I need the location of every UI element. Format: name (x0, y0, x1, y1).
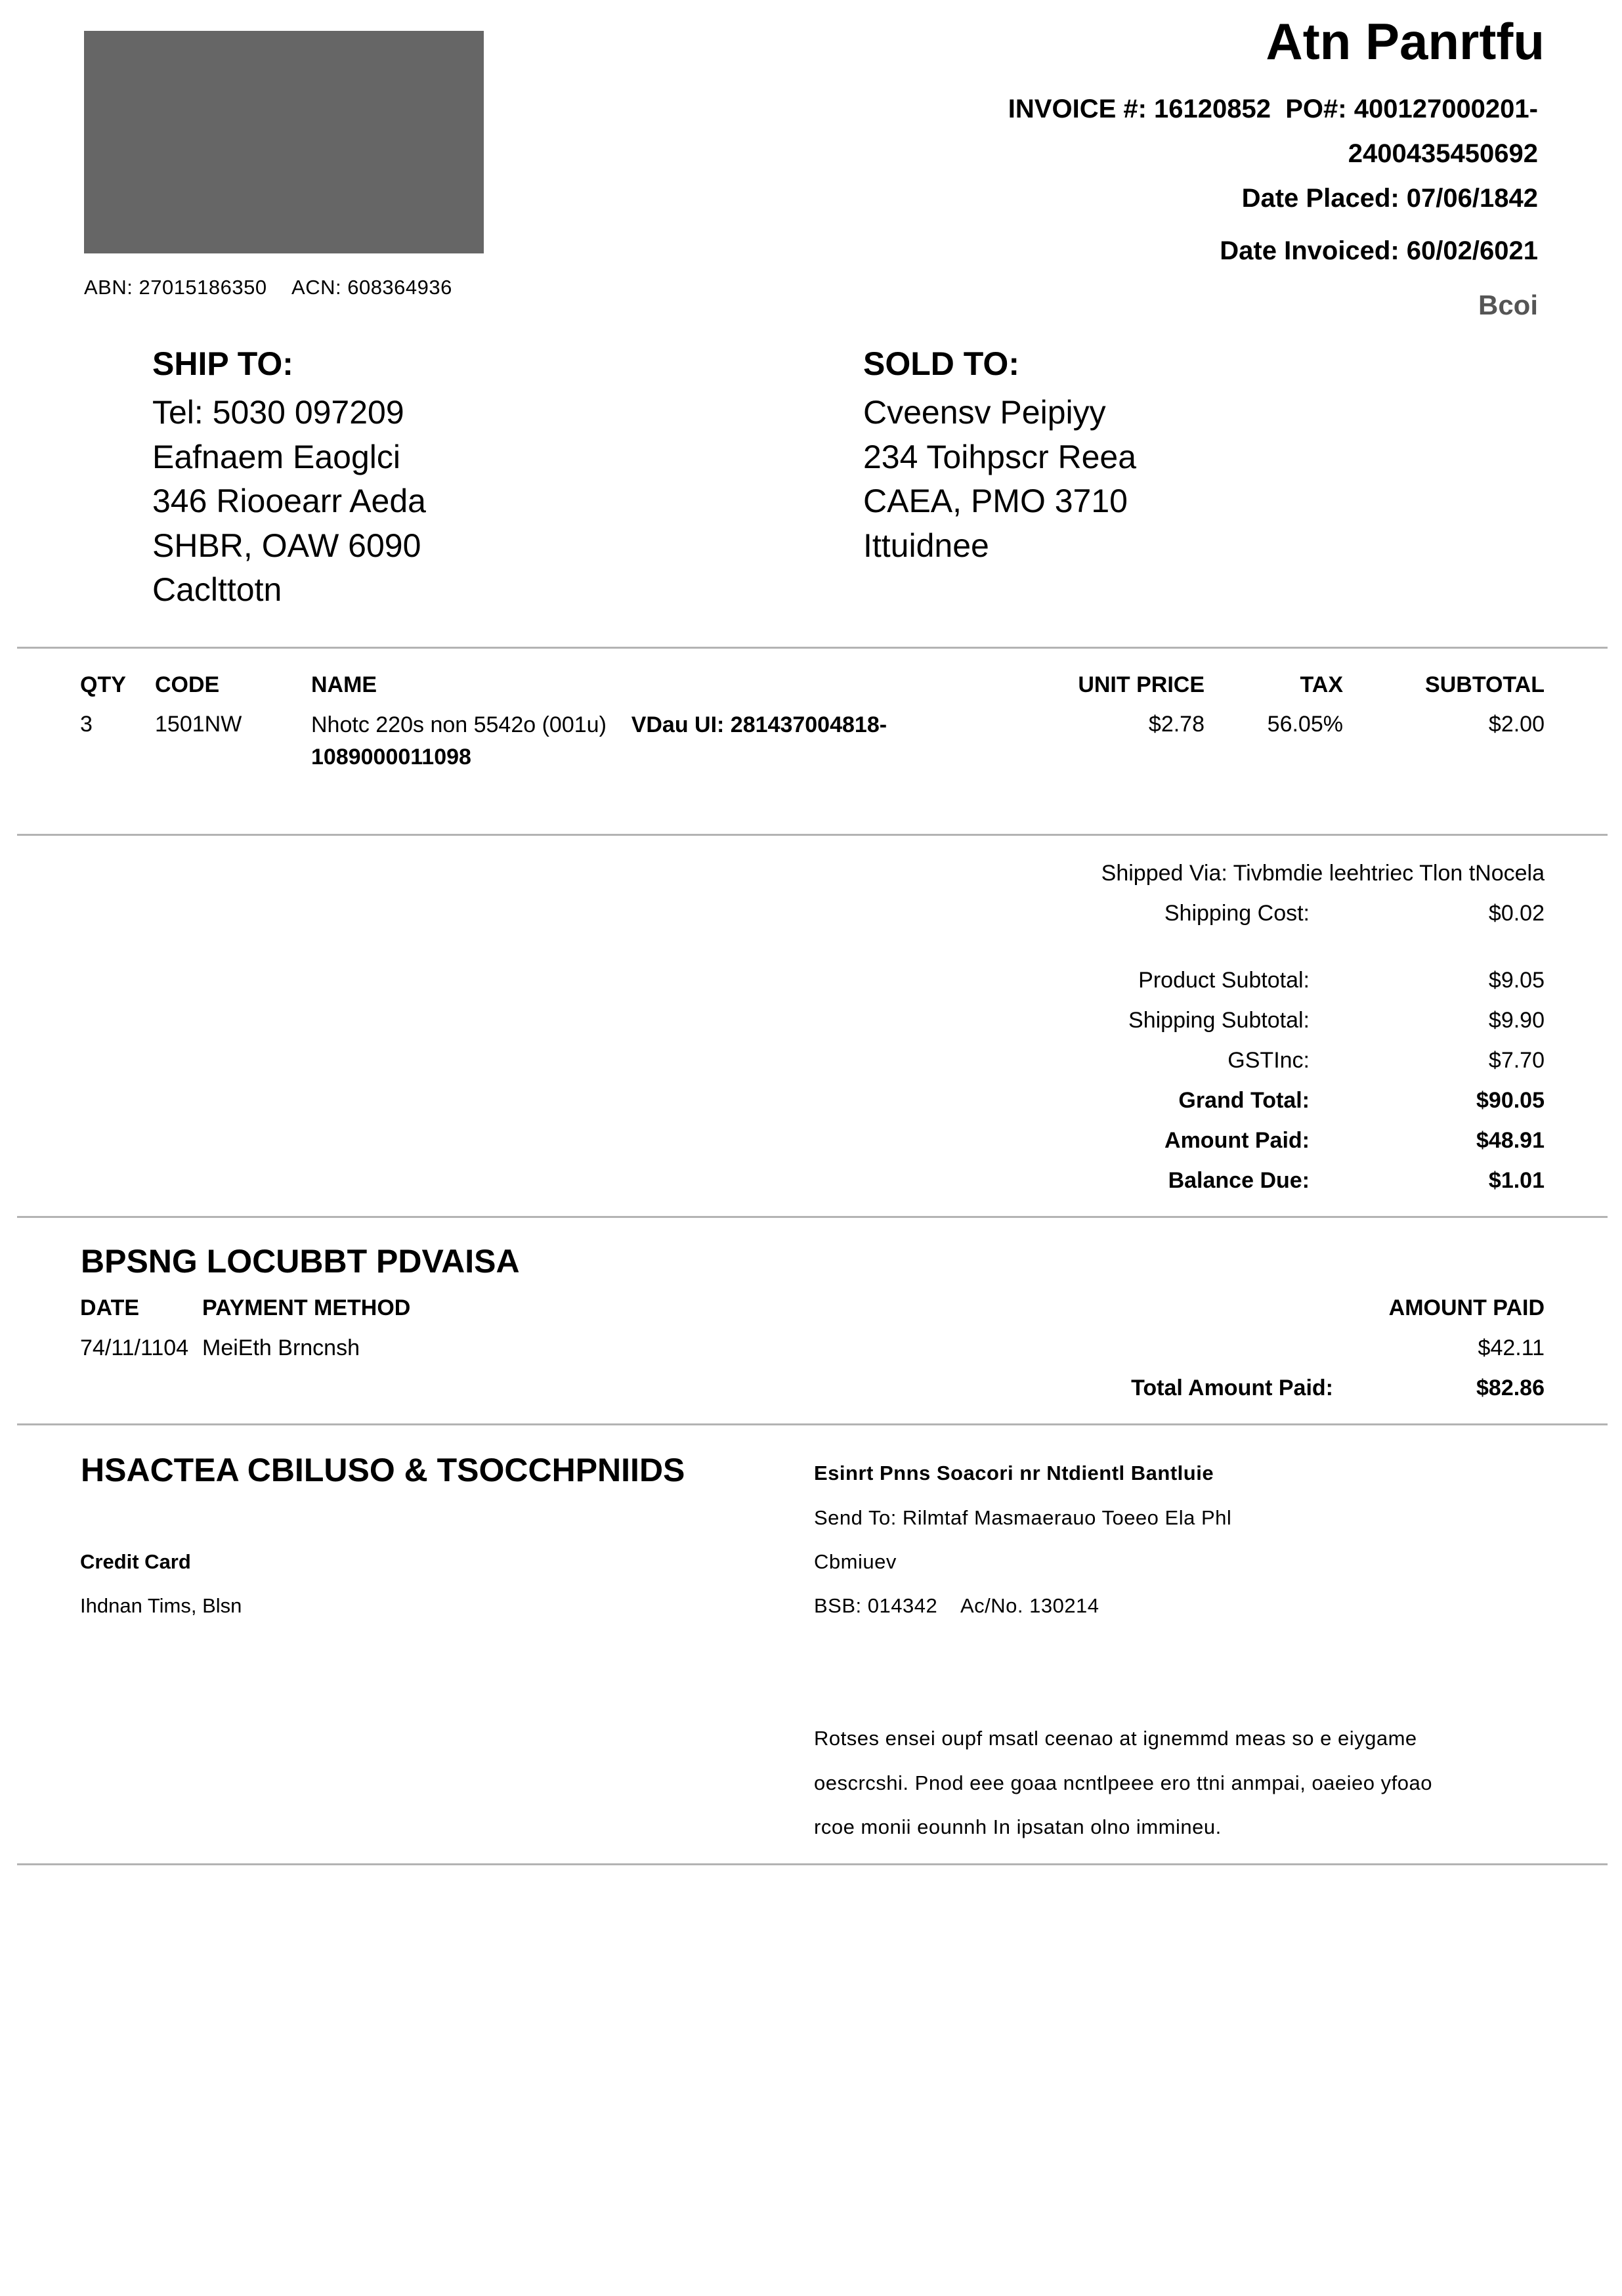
date-invoiced: Date Invoiced: 60/02/6021 (1220, 236, 1538, 265)
payments-col-method: PAYMENT METHOD (202, 1295, 411, 1320)
company-logo-placeholder (84, 31, 484, 253)
divider (17, 1863, 1608, 1865)
acn: ACN: 608364936 (291, 276, 452, 299)
payment-amount: $42.11 (1478, 1335, 1545, 1360)
grand-total-label: Grand Total: (1178, 1088, 1310, 1113)
sold-to-line: CAEA, PMO 3710 (863, 483, 1128, 519)
product-subtotal: $9.05 (1488, 968, 1545, 993)
payments-col-amount: AMOUNT PAID (1388, 1295, 1545, 1320)
balance-due-label: Balance Due: (1168, 1168, 1310, 1193)
bank-heading: Esinrt Pnns Soacori nr Ntdientl Bantluie (814, 1462, 1214, 1484)
shipping-subtotal: $9.90 (1488, 1008, 1545, 1033)
send-to-cont: Cbmiuev (814, 1550, 897, 1573)
divider (17, 834, 1608, 836)
ship-to-address (152, 391, 426, 613)
col-header-tax: TAX (1300, 672, 1343, 697)
bsb: BSB: 014342 (814, 1594, 938, 1617)
date-placed: Date Placed: 07/06/1842 (1241, 184, 1538, 213)
shipping-cost-label: Shipping Cost: (1164, 901, 1310, 926)
invoice-line-1: INVOICE #: 16120852 PO#: 400127000201- (1008, 95, 1538, 123)
send-to: Send To: Rilmtaf Masmaerauo Toeeo Ela Phl (814, 1506, 1232, 1529)
status-badge: Bcoi (1478, 290, 1538, 320)
amount-paid: $48.91 (1476, 1128, 1545, 1153)
col-header-qty: QTY (80, 672, 126, 697)
amount-paid-label: Amount Paid: (1164, 1128, 1310, 1153)
ship-to-line: Eafnaem Eaoglci (152, 438, 401, 475)
ship-to-line: Tel: 5030 097209 (152, 394, 404, 431)
invoice-line-2: 2400435450692 (1348, 139, 1538, 168)
payment-date: 74/11/1104 (80, 1335, 189, 1360)
col-header-unit-price: UNIT PRICE (1078, 672, 1205, 697)
company-name: Atn Panrtfu (1266, 12, 1545, 70)
note-line: oescrcshi. Pnod eee goaa ncntlpeee ero ttni anmpai, oaeieo yfoao (814, 1771, 1432, 1794)
shipping-subtotal-label: Shipping Subtotal: (1128, 1008, 1310, 1033)
payment-method: MeiEth Brncnsh (202, 1335, 360, 1360)
item-qty: 3 (80, 712, 93, 737)
bank-details (814, 1594, 1099, 1618)
abn: ABN: 27015186350 (84, 276, 267, 299)
sold-to-heading: SOLD TO: (863, 345, 1019, 382)
total-amount-paid: $82.86 (1476, 1375, 1545, 1400)
item-name (311, 709, 954, 773)
item-vdau: VDau UI: 281437004818- (631, 712, 887, 737)
sold-to-line: Cveensv Peipiyy (863, 394, 1106, 431)
product-subtotal-label: Product Subtotal: (1138, 968, 1310, 993)
item-name-text: Nhotc 220s non 5542o (001u) (311, 712, 607, 737)
gst: $7.70 (1488, 1048, 1545, 1073)
grand-total: $90.05 (1476, 1088, 1545, 1113)
ship-to-line: Caclttotn (152, 571, 282, 608)
payments-col-date: DATE (80, 1295, 140, 1320)
divider (17, 1423, 1608, 1425)
total-amount-paid-label: Total Amount Paid: (1131, 1375, 1333, 1400)
shipping-cost: $0.02 (1488, 901, 1545, 926)
payments-heading: BPSNG LOCUBBT PDVAISA (81, 1243, 520, 1280)
sold-to-line: 234 Toihpscr Reea (863, 438, 1137, 475)
note-line: rcoe monii eounnh In ipsatan olno immineu. (814, 1815, 1222, 1838)
col-header-code: CODE (155, 672, 220, 697)
col-header-name: NAME (311, 672, 377, 697)
item-code: 1501NW (155, 712, 242, 737)
account-number: Ac/No. 130214 (960, 1594, 1099, 1617)
balance-due: $1.01 (1488, 1168, 1545, 1193)
ship-to-line: 346 Riooearr Aeda (152, 483, 426, 519)
note-line: Rotses ensei oupf msatl ceenao at ignemmd meas so e eiygame (814, 1727, 1417, 1750)
ship-to-heading: SHIP TO: (152, 345, 293, 382)
ship-to-line: SHBR, OAW 6090 (152, 527, 421, 564)
gst-label: GSTInc: (1227, 1048, 1310, 1073)
invoice-number (882, 87, 1538, 176)
credit-card-detail: Ihdnan Tims, Blsn (80, 1594, 242, 1617)
sold-to-address (863, 391, 1136, 568)
divider (17, 647, 1608, 649)
shipped-via: Shipped Via: Tivbmdie leehtriec Tlon tNocela (1101, 861, 1545, 886)
registration-numbers (84, 276, 472, 299)
divider (17, 1216, 1608, 1218)
item-subtotal: $2.00 (1488, 712, 1545, 737)
credit-card-label: Credit Card (80, 1550, 191, 1573)
item-unit-price: $2.78 (1148, 712, 1205, 737)
col-header-subtotal: SUBTOTAL (1425, 672, 1545, 697)
sold-to-line: Ittuidnee (863, 527, 989, 564)
item-vdau-cont: 1089000011098 (311, 745, 471, 769)
item-tax: 56.05% (1267, 712, 1343, 737)
payment-options-heading: HSACTEA CBILUSO & TSOCCHPNIIDS (81, 1452, 685, 1488)
